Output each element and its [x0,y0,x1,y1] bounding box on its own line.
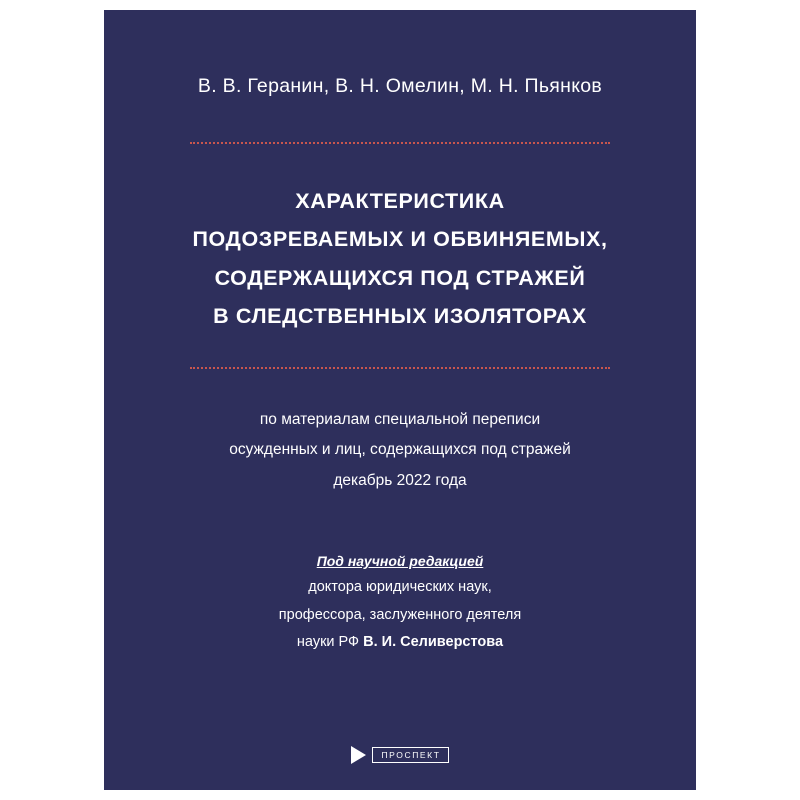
editor-line-2: профессора, заслуженного деятеля [278,606,522,623]
title-line-2: ПОДОЗРЕВАЕМЫХ И ОБВИНЯЕМЫХ, [192,227,608,252]
editor-line-3 [160,629,640,657]
title-line-3: СОДЕРЖАЩИХСЯ ПОД СТРАЖЕЙ [214,265,586,290]
publisher-logo [351,746,448,764]
editor-credit [160,548,640,657]
publisher-name: ПРОСПЕКТ [372,747,448,764]
editor-label: Под научной редакцией [316,552,484,569]
subtitle-line-3: декабрь 2022 года [333,471,467,489]
editor-line-1: доктора юридических наук, [308,579,492,596]
book-subtitle [160,405,640,496]
decorative-rule-top [190,142,610,144]
book-title [150,182,650,335]
subtitle-line-1: по материалам специальной переписи [259,411,541,429]
title-line-4: В СЛЕДСТВЕННЫХ ИЗОЛЯТОРАХ [213,303,587,328]
title-line-1: ХАРАКТЕРИСТИКА [295,189,505,213]
subtitle-line-2: осужденных и лиц, содержащихся под стражей [229,441,571,459]
publisher-block [104,746,696,764]
editor-line-3-prefix: науки РФ [296,634,364,651]
authors-line: В. В. Геранин, В. Н. Омелин, М. Н. Пьянков [197,75,603,97]
editor-name: В. И. Селиверстова [363,634,504,651]
decorative-rule-bottom [190,367,610,369]
triangle-icon [351,746,366,764]
book-cover [104,10,696,790]
